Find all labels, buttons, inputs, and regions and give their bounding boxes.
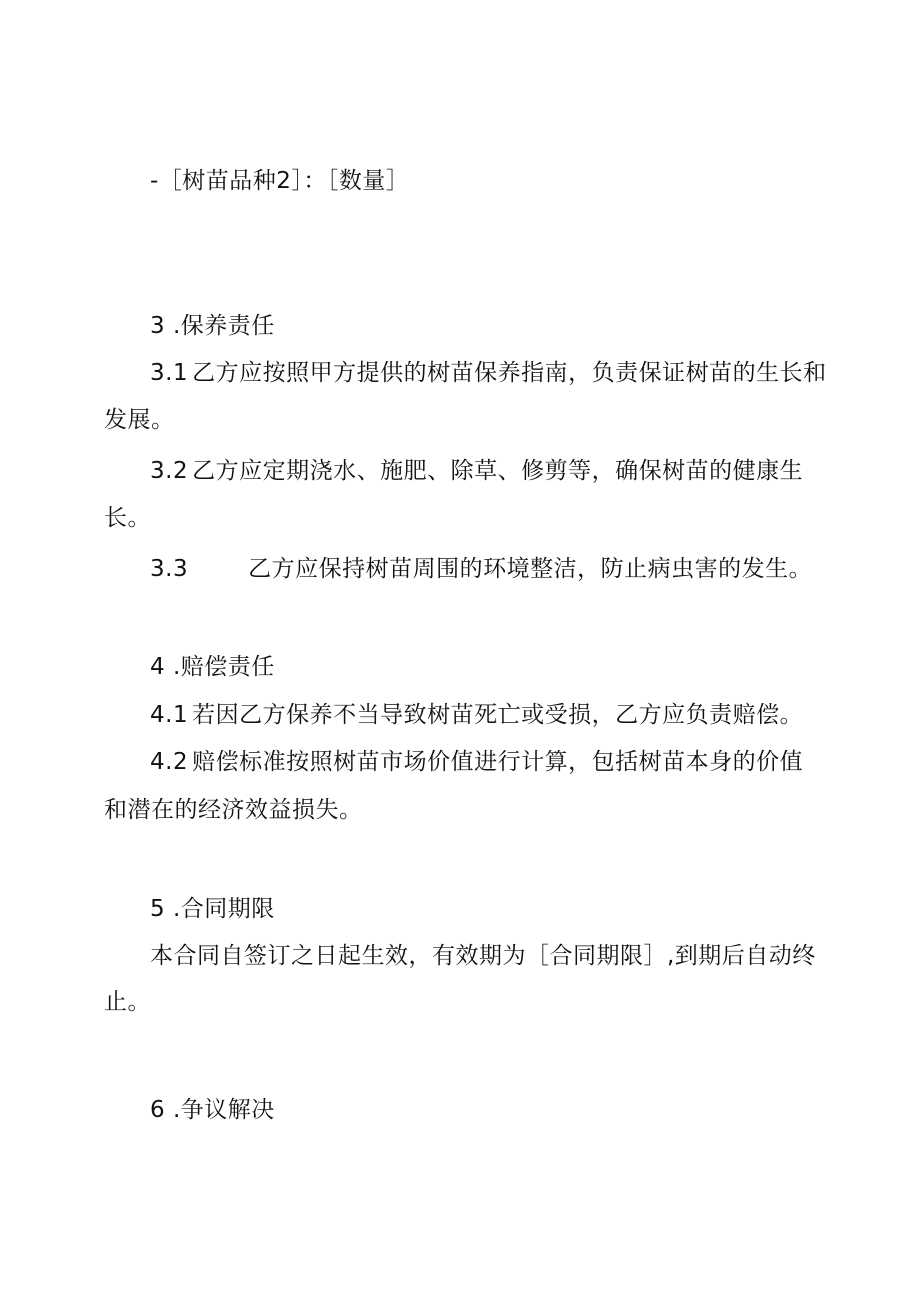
section-heading-4: 4 .赔偿责任 [150, 654, 275, 680]
clause-3-1-continued: 发展。 [104, 407, 175, 433]
section-heading-5: 5 .合同期限 [150, 896, 275, 922]
clause-3-1 [150, 358, 827, 388]
clause-text: 若因乙方保养不当导致树苗死亡或受损，乙方应负责赔偿。 [192, 702, 804, 728]
clause-text: 乙方应定期浇水、施肥、除草、修剪等，确保树苗的健康生 [192, 458, 804, 484]
clause-4-2 [150, 747, 803, 777]
clause-number: 4.1 [150, 702, 189, 728]
item-line: -［树苗品种2］：［数量］ [150, 168, 410, 194]
section-heading-3: 3 .保养责任 [150, 313, 275, 339]
clause-number: 3.1 [150, 360, 189, 386]
clause-number: 4.2 [150, 749, 189, 775]
clause-text: 赔偿标准按照树苗市场价值进行计算，包括树苗本身的价值 [192, 749, 804, 775]
clause-3-3 [150, 554, 812, 584]
clause-4-2-continued: 和潜在的经济效益损失。 [104, 797, 363, 823]
section-heading-6: 6 .争议解决 [150, 1097, 275, 1123]
clause-3-2-continued: 长。 [104, 505, 151, 531]
clause-number: 3.3 [150, 556, 189, 582]
clause-text: 乙方应保持树苗周围的环境整洁，防止病虫害的发生。 [248, 556, 813, 582]
clause-4-1 [150, 700, 803, 730]
section-5-body-continued: 止。 [104, 989, 151, 1015]
clause-3-2 [150, 456, 803, 486]
section-5-body: 本合同自签订之日起生效，有效期为［合同期限］,到期后自动终 [150, 943, 816, 969]
clause-number: 3.2 [150, 458, 189, 484]
clause-text: 乙方应按照甲方提供的树苗保养指南，负责保证树苗的生长和 [192, 360, 827, 386]
